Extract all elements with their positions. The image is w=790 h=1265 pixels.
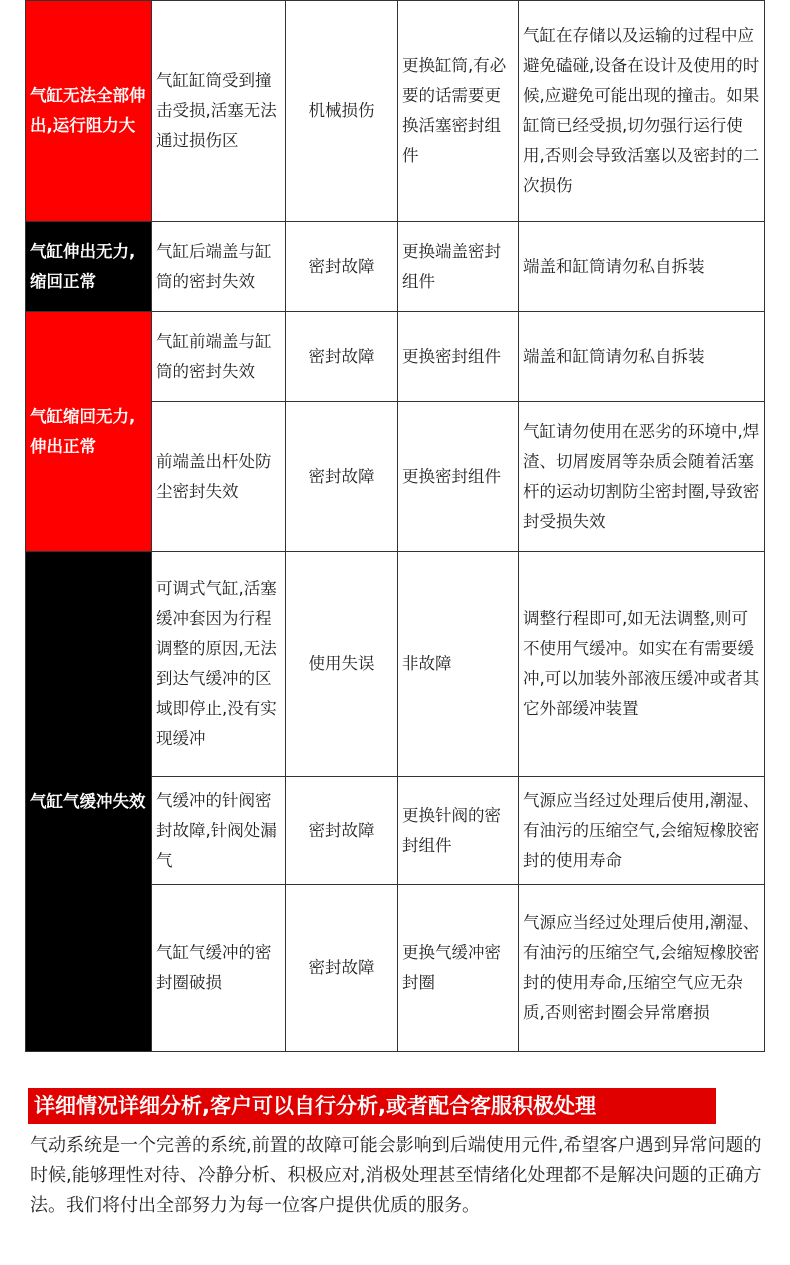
- advice-cell: 气缸请勿使用在恶劣的环境中,焊渣、切屑废屑等杂质会随着活塞杆的运动切割防尘密封圈,导致密封受损失效: [519, 402, 765, 552]
- cause-cell: 气缸后端盖与缸筒的密封失效: [152, 222, 286, 312]
- advice-cell: 调整行程即可,如无法调整,则可不使用气缓冲。如实在有需要缓冲,可以加装外部液压缓冲或者其它外部缓冲装置: [519, 552, 765, 777]
- category-cell: 气缸无法全部伸出,运行阻力大: [26, 1, 152, 222]
- table-row: [26, 312, 765, 402]
- category-cell: 气缸气缓冲失效: [26, 552, 152, 1052]
- solution-cell: 更换密封组件: [398, 312, 519, 402]
- solution-cell: 更换缸筒,有必要的话需要更换活塞密封组件: [398, 1, 519, 222]
- advice-cell: 气缸在存储以及运输的过程中应避免磕碰,设备在设计及使用的时候,应避免可能出现的撞击。如果缸筒已经受损,切勿强行运行使用,否则会导致活塞以及密封的二次损伤: [519, 1, 765, 222]
- advice-cell: 气源应当经过处理后使用,潮湿、有油污的压缩空气,会缩短橡胶密封的使用寿命,压缩空气应无杂质,否则密封圈会异常磨损: [519, 885, 765, 1052]
- closing-paragraph: 气动系统是一个完善的系统,前置的故障可能会影响到后端使用元件,希望客户遇到异常问题的时候,能够理性对待、冷静分析、积极应对,消极处理甚至情绪化处理都不是解决问题的正确方法。我们将付出全部努力为每一位客户提供优质的服务。: [30, 1135, 762, 1216]
- type-cell: 机械损伤: [286, 1, 398, 222]
- solution-cell: 非故障: [398, 552, 519, 777]
- cause-cell: 气缸前端盖与缸筒的密封失效: [152, 312, 286, 402]
- cause-cell: 气缸缸筒受到撞击受损,活塞无法通过损伤区: [152, 1, 286, 222]
- cause-cell: 气缓冲的针阀密封故障,针阀处漏气: [152, 777, 286, 885]
- fault-table: [25, 0, 765, 1052]
- type-cell: 密封故障: [286, 777, 398, 885]
- solution-cell: 更换气缓冲密封圈: [398, 885, 519, 1052]
- cause-cell: 可调式气缸,活塞缓冲套因为行程调整的原因,无法到达气缓冲的区域即停止,没有实现缓冲: [152, 552, 286, 777]
- section-banner: 详细情况详细分析,客户可以自行分析,或者配合客服积极处理: [28, 1088, 716, 1124]
- table-row: [26, 1, 765, 222]
- type-cell: 密封故障: [286, 312, 398, 402]
- solution-cell: 更换端盖密封组件: [398, 222, 519, 312]
- table-row: [26, 552, 765, 777]
- type-cell: 密封故障: [286, 222, 398, 312]
- category-cell: 气缸缩回无力,伸出正常: [26, 312, 152, 552]
- category-cell: 气缸伸出无力,缩回正常: [26, 222, 152, 312]
- type-cell: 密封故障: [286, 402, 398, 552]
- cause-cell: 前端盖出杆处防尘密封失效: [152, 402, 286, 552]
- solution-cell: 更换密封组件: [398, 402, 519, 552]
- cause-cell: 气缸气缓冲的密封圈破损: [152, 885, 286, 1052]
- table-row: [26, 222, 765, 312]
- advice-cell: 端盖和缸筒请勿私自拆装: [519, 222, 765, 312]
- advice-cell: 端盖和缸筒请勿私自拆装: [519, 312, 765, 402]
- type-cell: 使用失误: [286, 552, 398, 777]
- solution-cell: 更换针阀的密封组件: [398, 777, 519, 885]
- advice-cell: 气源应当经过处理后使用,潮湿、有油污的压缩空气,会缩短橡胶密封的使用寿命: [519, 777, 765, 885]
- type-cell: 密封故障: [286, 885, 398, 1052]
